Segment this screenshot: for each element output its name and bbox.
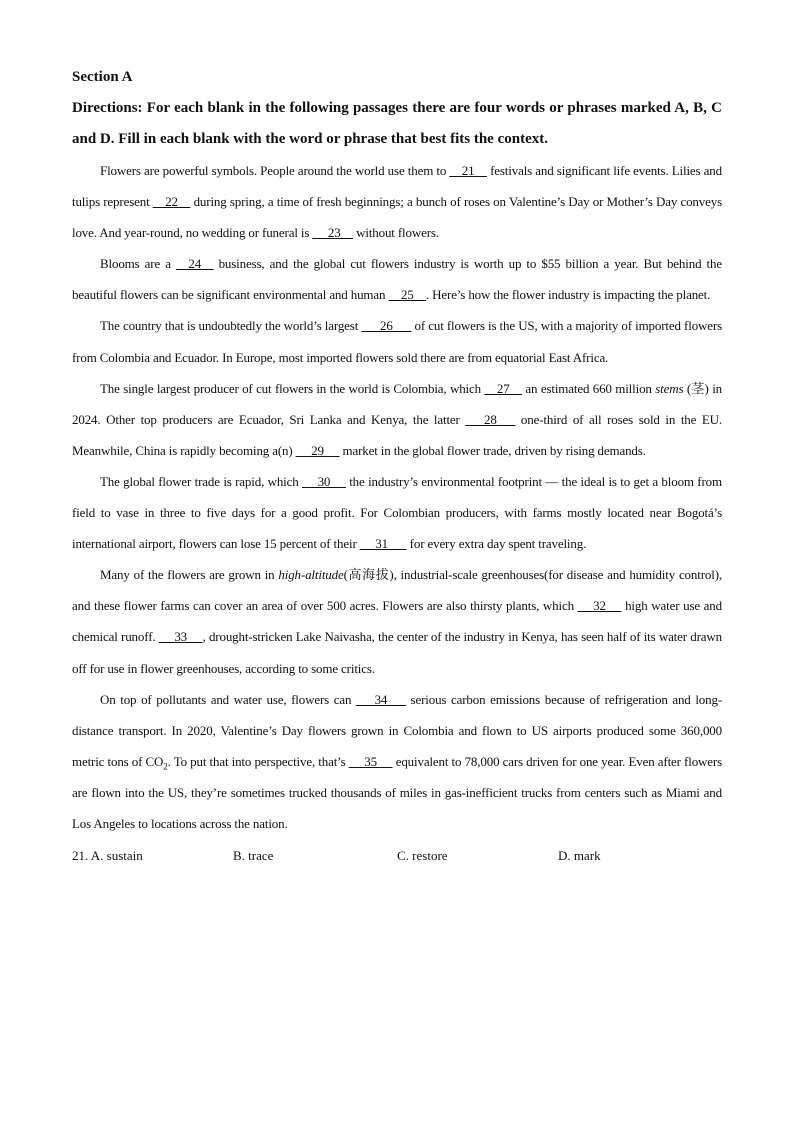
- option-b[interactable]: B. trace: [233, 848, 274, 864]
- blank-28: 28: [483, 411, 497, 427]
- text: . Here’s how the flower industry is impacting the planet.: [425, 287, 711, 303]
- text: (茎) in 2024. Other top producers are Ecuador, Sri Lanka and Kenya, the latter: [72, 380, 723, 427]
- text: business, and the global cut flowers industry is worth up to $55 billion a year. But behind the beautiful flowers can be significant environmental and human: [72, 256, 722, 303]
- text: On top of pollutants and water use, flowers can: [100, 691, 356, 707]
- text: for every extra day spent traveling.: [406, 536, 587, 552]
- text: The global flower trade is rapid, which: [100, 473, 303, 489]
- text: , drought-stricken Lake Naivasha, the center of the industry in Kenya, has seen half of its water drawn off for use in flower greenhouses, according to some critics.: [72, 629, 722, 676]
- text: an estimated 660 million: [521, 380, 656, 396]
- blank-21: 21: [461, 163, 475, 178]
- subscript: 2: [163, 761, 168, 772]
- text: serious carbon emissions because of refrigeration and long-distance transport. In 2020, Valentine’s Day flowers grown in Colombia and flown to US airports produced some 360,000 metric tons of CO: [72, 691, 723, 769]
- paragraph-1: [72, 155, 722, 248]
- text: . To put that into perspective, that’s: [167, 753, 349, 769]
- blank-35: 35: [364, 753, 377, 769]
- paragraph-5: [72, 466, 722, 559]
- blank-29: 29: [311, 442, 324, 458]
- option-a[interactable]: 21. A. sustain: [72, 848, 143, 864]
- option-d[interactable]: D. mark: [558, 848, 601, 864]
- paragraph-6: [72, 559, 722, 683]
- section-title: Section A: [72, 69, 133, 85]
- blank-24: 24: [188, 256, 202, 272]
- option-c[interactable]: C. restore: [397, 848, 448, 864]
- question-21-options: [72, 840, 722, 871]
- text: equivalent to 78,000 cars driven for one year. Even after flowers are flown into the US, they’re sometimes trucked thousands of miles in gas-inefficient trucks from centers such as Miami and Los Angeles to locations across the nation.: [72, 753, 722, 831]
- blank-34: 34: [374, 691, 388, 707]
- document-body: [72, 62, 722, 871]
- text: The single largest producer of cut flowers in the world is Colombia, which: [100, 380, 485, 396]
- paragraph-4: [72, 373, 722, 466]
- paragraph-2: [72, 248, 722, 310]
- blank-26: 26: [379, 318, 393, 334]
- paragraph-3: [72, 310, 722, 372]
- text: The country that is undoubtedly the world’s largest: [100, 318, 362, 334]
- blank-25: 25: [400, 287, 414, 303]
- paragraph-7: [72, 684, 722, 839]
- text: festivals and significant life events. Lilies and tulips represent: [72, 163, 722, 210]
- text: of cut flowers is the US, with a majority of imported flowers from Colombia and Ecuador. In Europe, most imported flowers sold there are from equatorial East Africa.: [72, 318, 722, 365]
- text: one-third of all roses sold in the EU. Meanwhile, China is rapidly becoming a(n): [72, 411, 722, 458]
- text: Many of the flowers are grown in: [100, 567, 279, 583]
- blank-30: 30: [317, 473, 331, 489]
- high-altitude-term: high-altitude: [278, 567, 344, 583]
- text: Flowers are powerful symbols. People around the world use them to: [100, 163, 450, 178]
- text: Blooms are a: [100, 256, 176, 272]
- text: high water use and chemical runoff.: [72, 598, 723, 645]
- blank-23: 23: [327, 225, 341, 241]
- directions: Directions: For each blank in the following passages there are four words or phrases marked A, B, C and D. Fill in each blank with the word or phrase that best fits the context.: [72, 100, 722, 147]
- stems-term: stems: [655, 380, 684, 396]
- blank-33: 33: [174, 629, 188, 645]
- blank-27: 27: [496, 380, 510, 396]
- text: during spring, a time of fresh beginnings; a bunch of roses on Valentine’s Day or Mother’s Day conveys love. And year-round, no wedding or funeral is: [72, 194, 722, 241]
- text: the industry’s environmental footprint — the ideal is to get a bloom from field to vase in three to five days for a good profit. For Colombian producers, with farms mostly located near Bogotá’s international airport, flowers can lose 15 percent of their: [72, 473, 722, 552]
- blank-32: 32: [593, 598, 606, 614]
- blank-22: 22: [165, 194, 178, 210]
- text: market in the global flower trade, driven by rising demands.: [339, 442, 646, 458]
- text: without flowers.: [352, 225, 439, 241]
- text: (高海拔), industrial-scale greenhouses(for disease and humidity control), and these flower farms can cover an area of over 500 acres. Flowers are also thirsty plants, which: [72, 567, 722, 614]
- blank-31: 31: [375, 536, 388, 552]
